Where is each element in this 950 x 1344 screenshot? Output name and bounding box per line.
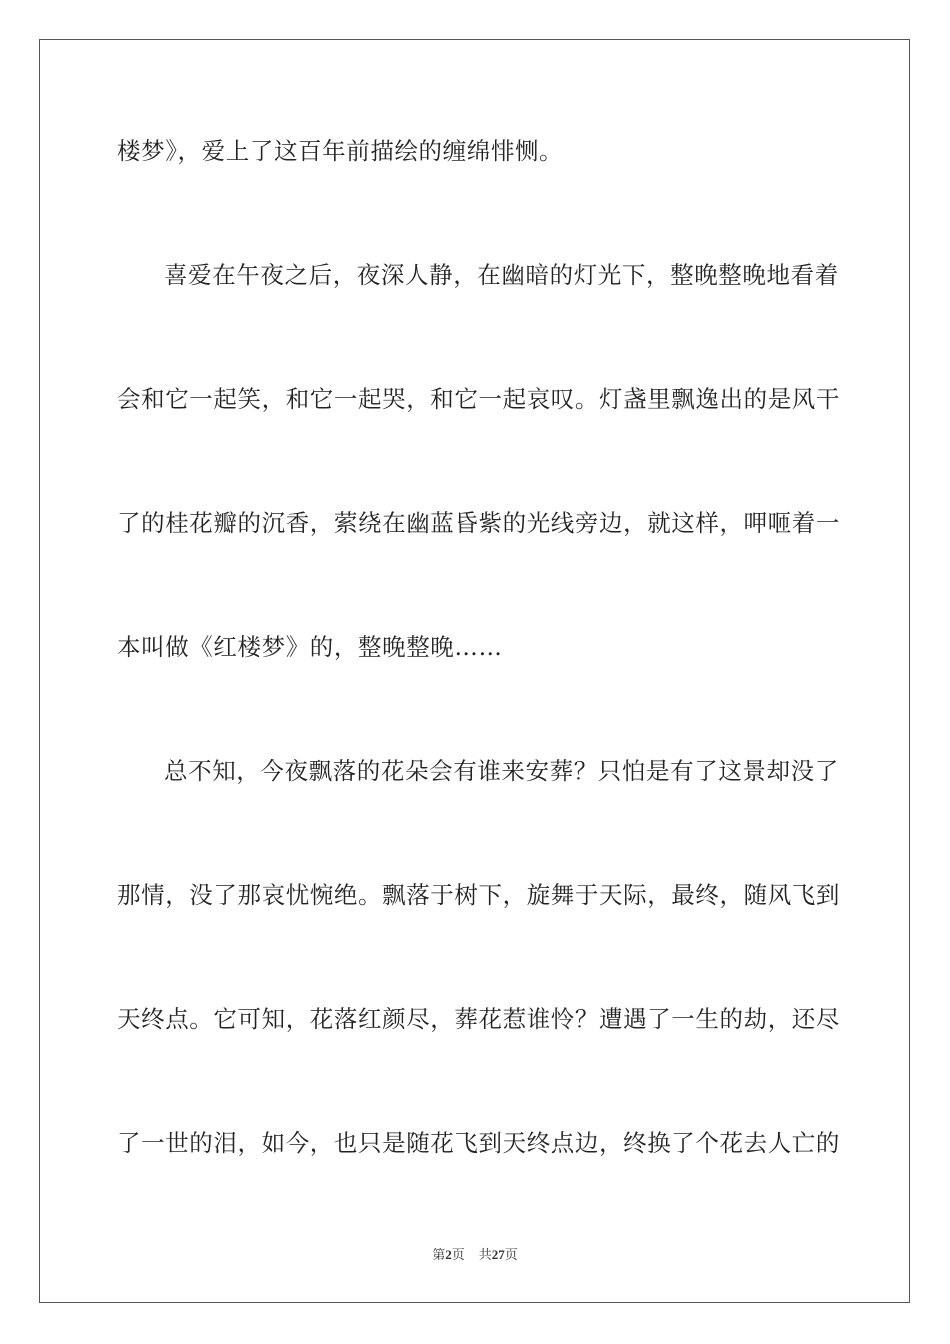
text-line-4: 了的桂花瓣的沉香，萦绕在幽蓝昏紫的光线旁边，就这样，呷咂着一 [117, 509, 840, 537]
text-line-7: 那情，没了那哀忧惋绝。飘落于树下，旋舞于天际，最终，随风飞到 [117, 881, 840, 909]
text-line-8: 天终点。它可知，花落红颜尽，葬花惹谁怜？遭遇了一生的劫，还尽 [117, 1005, 840, 1033]
total-suffix: 页 [504, 1248, 518, 1263]
text-line-2: 喜爱在午夜之后，夜深人静，在幽暗的灯光下，整晚整晚地看着 [164, 261, 839, 289]
total-pages: 27 [491, 1247, 505, 1262]
text-line-5: 本叫做《红楼梦》的，整晚整晚…… [117, 633, 503, 661]
text-line-1: 楼梦》，爱上了这百年前描绘的缠绵悱恻。 [117, 137, 564, 165]
page-suffix: 页 [451, 1248, 465, 1263]
text-line-3: 会和它一起笑，和它一起哭，和它一起哀叹。灯盏里飘逸出的是风干 [117, 385, 840, 413]
page-footer [0, 1247, 950, 1264]
text-line-9: 了一世的泪，如今，也只是随花飞到天终点边，终换了个花去人亡的 [117, 1129, 840, 1157]
total-prefix: 共 [478, 1248, 492, 1263]
page-border [39, 39, 910, 1303]
page-prefix: 第 [432, 1248, 446, 1263]
text-line-6: 总不知，今夜飘落的花朵会有谁来安葬？只怕是有了这景却没了 [164, 757, 839, 785]
page-number: 2 [445, 1247, 452, 1262]
